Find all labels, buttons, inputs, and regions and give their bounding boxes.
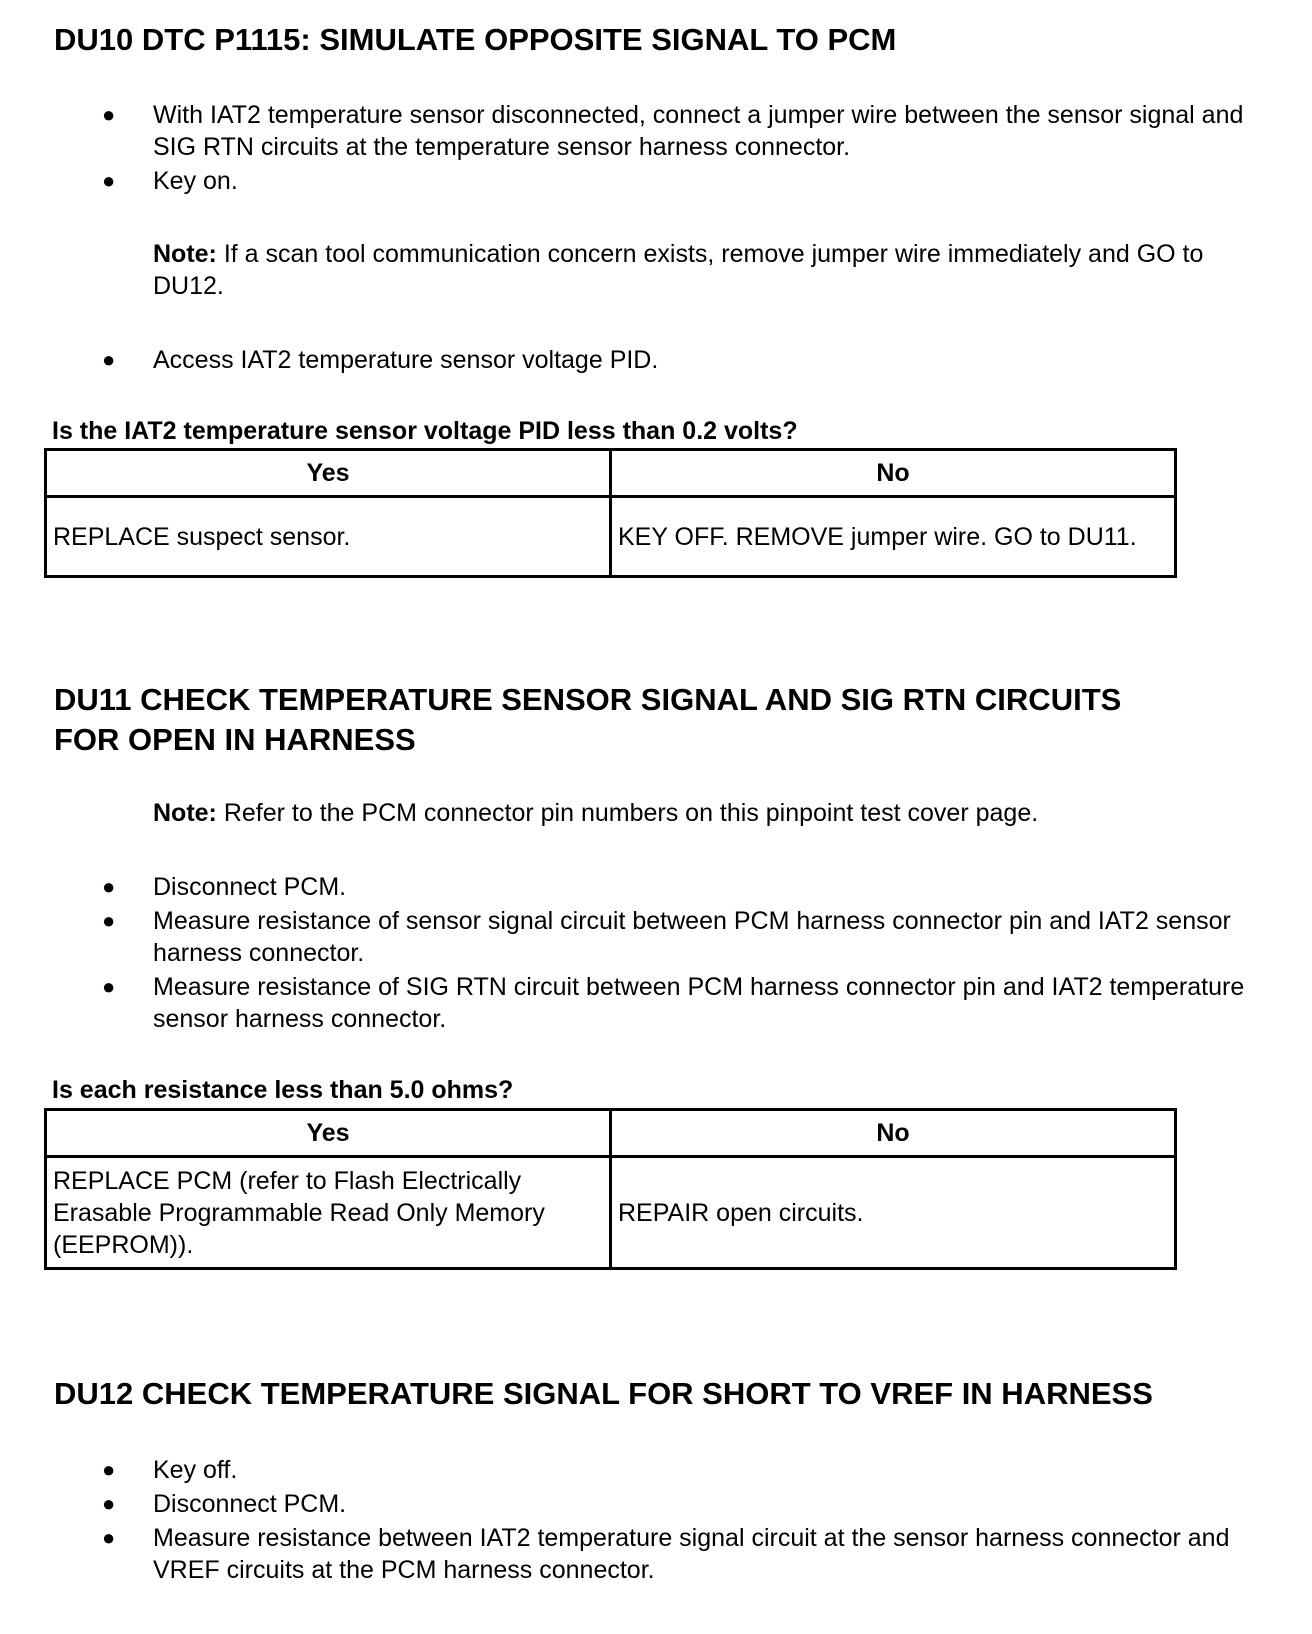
du12-steps-list xyxy=(0,1454,1253,1588)
du10-answer-table xyxy=(44,448,1177,578)
table-row xyxy=(46,497,1176,577)
yes-header: Yes xyxy=(46,1110,611,1157)
bullet-icon: ● xyxy=(102,102,116,127)
du12-heading: DU12 CHECK TEMPERATURE SIGNAL FOR SHORT TO VREF IN HARNESS xyxy=(54,1376,1153,1411)
du11-note xyxy=(153,797,1253,829)
list-item: ● Key off. xyxy=(102,1456,238,1484)
bullet-icon: ● xyxy=(102,1457,116,1482)
no-header: No xyxy=(611,450,1176,497)
du10-steps-list-2 xyxy=(0,344,1253,378)
bullet-icon: ● xyxy=(102,168,116,193)
note-label: Note: xyxy=(153,240,217,268)
list-item: ● Access IAT2 temperature sensor voltage PID. xyxy=(102,346,659,374)
no-header: No xyxy=(611,1110,1176,1157)
du10-note xyxy=(153,238,1253,302)
list-item: ● Disconnect PCM. xyxy=(102,873,347,901)
bullet-icon: ● xyxy=(102,1525,116,1550)
yes-header: Yes xyxy=(46,450,611,497)
du10-steps-list xyxy=(0,99,1253,199)
table-header-row xyxy=(46,1110,1176,1157)
bullet-icon: ● xyxy=(102,347,116,372)
bullet-icon: ● xyxy=(102,908,116,933)
table-header-row xyxy=(46,450,1176,497)
du10-heading: DU10 DTC P1115: SIMULATE OPPOSITE SIGNAL TO PCM xyxy=(54,22,897,57)
du11-question: Is each resistance less than 5.0 ohms? xyxy=(52,1076,514,1104)
no-cell: KEY OFF. REMOVE jumper wire. GO to DU11. xyxy=(611,497,1176,577)
list-item: ● Measure resistance of SIG RTN circuit between PCM harness connector pin and IAT2 temperature sensor harness connector. xyxy=(102,973,1245,1033)
bullet-icon: ● xyxy=(102,874,116,899)
no-cell: REPAIR open circuits. xyxy=(611,1157,1176,1269)
note-text: If a scan tool communication concern exists, remove jumper wire immediately and GO to DU12. xyxy=(153,240,1204,300)
du11-steps-list xyxy=(0,871,1253,1037)
list-item: ● Measure resistance between IAT2 temperature signal circuit at the sensor harness connector and VREF circuits at the PCM harness connector. xyxy=(102,1524,1230,1584)
note-label: Note: xyxy=(153,799,217,827)
list-item: ● Measure resistance of sensor signal circuit between PCM harness connector pin and IAT2 sensor harness connector. xyxy=(102,907,1231,967)
bullet-icon: ● xyxy=(102,974,116,999)
list-item: ● Disconnect PCM. xyxy=(102,1490,347,1518)
du11-answer-table xyxy=(44,1108,1177,1270)
bullet-icon: ● xyxy=(102,1491,116,1516)
list-item: ● Key on. xyxy=(102,167,238,195)
yes-cell: REPLACE suspect sensor. xyxy=(46,497,611,577)
du10-question: Is the IAT2 temperature sensor voltage PID less than 0.2 volts? xyxy=(52,417,798,445)
table-row xyxy=(46,1157,1176,1269)
du11-heading: DU11 CHECK TEMPERATURE SENSOR SIGNAL AND SIG RTN CIRCUITS FOR OPEN IN HARNESS xyxy=(54,682,1122,757)
yes-cell: REPLACE PCM (refer to Flash Electrically Erasable Programmable Read Only Memory (EEPROM)). xyxy=(46,1157,611,1269)
list-item: ● With IAT2 temperature sensor disconnected, connect a jumper wire between the sensor signal and SIG RTN circuits at the temperature sensor harness connector. xyxy=(102,101,1244,161)
note-text: Refer to the PCM connector pin numbers on this pinpoint test cover page. xyxy=(216,799,1039,827)
